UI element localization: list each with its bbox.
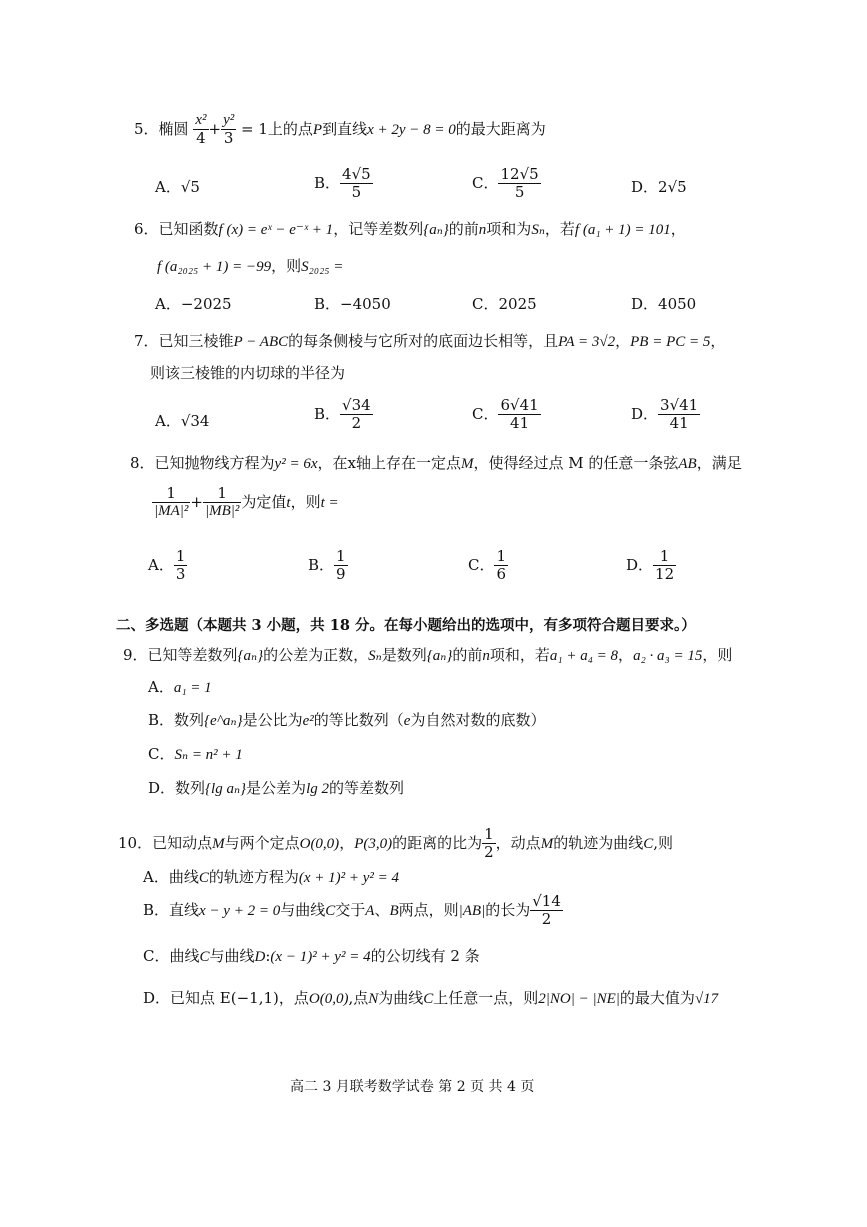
question-7-stem-line2: 则该三棱锥的内切球的半径为 [150,364,346,382]
option-b: B．直线x − y + 2 = 0与曲线C交于A、B两点，则|AB|的长为 $\frac{√14}{2}$ [143,892,561,929]
fraction: $\frac{\text{x²}}{4}$ [195,112,207,148]
option-d: D． $\frac{3√41}{41}$ [631,396,699,433]
option-d: D．数列{lg aₙ}是公差为lg 2的等差数列 [148,779,404,797]
option-a: A．a₁ = 1 [148,678,212,696]
option-a: A．曲线C的轨迹方程为(x + 1)² + y² = 4 [143,868,400,886]
option-b: B． $\frac{1}{9}$ [308,547,346,584]
option-b: B． $\frac{√34}{2}$ [314,396,371,433]
question-number: 5． [134,119,159,138]
question-6-stem-line1: 6．已知函数f (x) = eˣ − e⁻ˣ + 1，记等差数列{aₙ}的前n项和为Sₙ，若f (a₁ + 1) = 101， [134,220,686,238]
question-9-stem: 9．已知等差数列{aₙ}的公差为正数，Sₙ是数列{aₙ}的前n项和，若a₁ + a₄ = 8，a₂ · a₃ = 15，则 [123,646,733,664]
option-c: C．2025 [472,295,537,313]
option-c: C． $\frac{6√41}{41}$ [472,396,539,433]
option-b: B． $\frac{4√5}{5}$ [314,165,371,202]
option-a: A．−2025 [155,295,232,313]
question-10-stem: 10．已知动点M与两个定点O(0,0)，P(3,0)的距离的比为 $\frac{1}{2}$ ，动点M的轨迹为曲线C,则 [118,825,673,862]
option-c: C． $\frac{12√5}{5}$ [472,165,539,202]
option-d: D．已知点 E(−1,1)，点O(0,0),点N为曲线C上任意一点，则2|NO| − |NE|的最大值为√17 [143,989,719,1007]
option-c: C．Sₙ = n² + 1 [148,745,243,763]
text: 椭圆 [158,119,189,138]
fraction: $\frac{\text{y²}}{3}$ [223,112,235,148]
question-8-stem-line1: 8．已知抛物线方程为y² = 6x，在x轴上存在一定点M，使得经过点 M 的任意一条弦AB，满足 [130,454,742,472]
option-d: D．2√5 [631,178,687,196]
option-b: B．−4050 [314,295,391,313]
option-a: A．√34 [155,412,210,430]
option-d: D．4050 [631,295,697,313]
option-d: D． $\frac{1}{12}$ [626,547,675,584]
option-a: A． $\frac{1}{3}$ [148,547,186,584]
question-8-stem-line2: $\frac{1}{\text{|MA|²}}$ + $\frac{1}{\text{|MB|²}}$ 为定值t，则t = [154,484,339,520]
page-footer: 高二 3 月联考数学试卷 第 2 页 共 4 页 [290,1079,535,1095]
option-b: B．数列{e^aₙ}是公比为e²的等比数列（e为自然对数的底数） [148,711,546,729]
section-heading: 二、多选题（本题共 3 小题，共 18 分。在每小题给出的选项中，有多项符合题目要求。） [116,617,696,634]
question-7-stem-line1: 7．已知三棱锥P − ABC的每条侧棱与它所对的底面边长相等，且PA = 3√2，PB = PC = 5， [134,332,726,350]
option-c: C．曲线C与曲线D:(x − 1)² + y² = 4的公切线有 2 条 [143,947,480,965]
option-a: A．√5 [155,178,200,196]
option-c: C． $\frac{1}{6}$ [468,547,507,584]
question-6-stem-line2: f (a₂₀₂₅ + 1) = −99，则S₂₀₂₅ = [157,257,344,275]
question-5-stem: 5．椭圆 $\frac{\text{x²}}{4}$ + $\frac{\text{y²}}{3}$ = 1上的点P到直线x + 2y − 8 = 0的最大距离为 [134,112,546,148]
